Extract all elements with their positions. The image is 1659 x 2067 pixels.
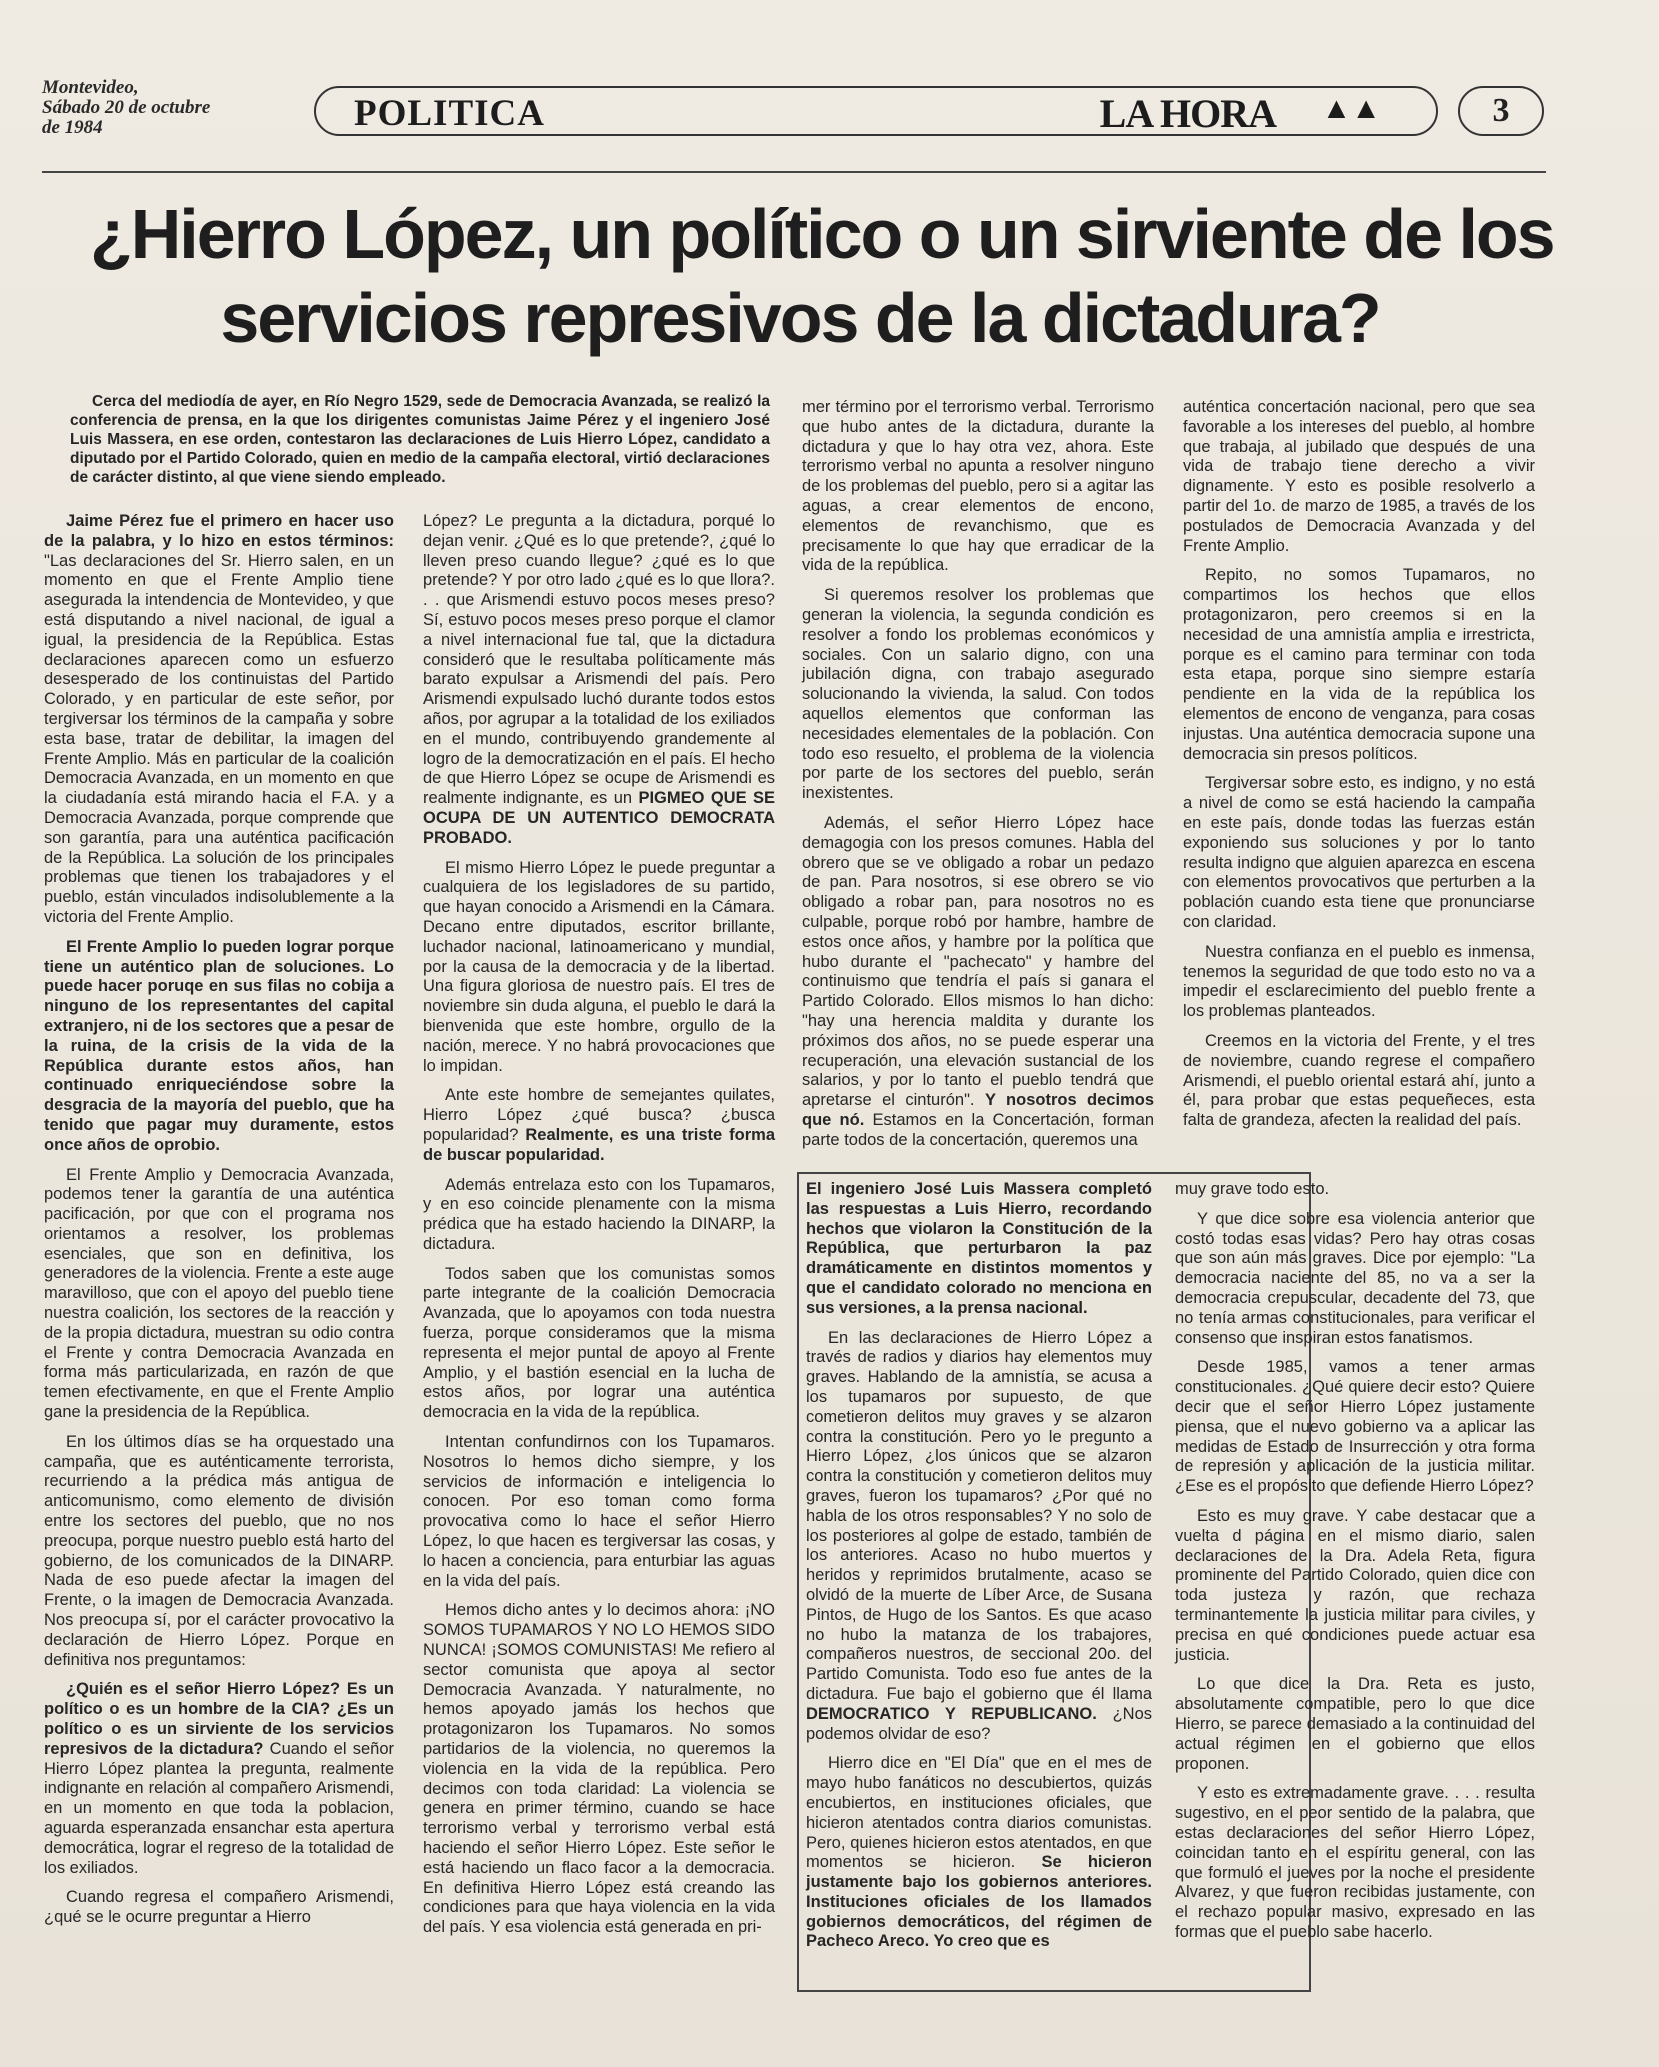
box-paragraph-1 — [806, 1329, 1152, 1745]
lead-text: Cerca del mediodía de ayer, en Río Negro 1529, sede de Democracia Avanzada, se realizó la conferencia de prensa, en la que los dirigentes comunistas Jaime Pérez y el ingeniero José Luis Massera, en ese orden, contestaron las declaraciones de Luis Hierro López, candidato a diputado por el Partido Colorado, quien en medio de la campaña electoral, virtió declaraciones de carácter distinto, al que viene siendo empleado. — [70, 393, 770, 486]
column-2 — [423, 512, 775, 1948]
col1-paragraph-1 — [44, 512, 394, 928]
col1-paragraph-5 — [44, 1680, 394, 1878]
headline — [90, 192, 1554, 360]
section-name: POLITICA — [354, 93, 545, 134]
col2-p3-text: Ante este hombre de semejantes quilates, Hierro López ¿qué busca? ¿busca popularidad? — [423, 1086, 775, 1144]
col1-p1-lead: Jaime Pérez fue el primero en hacer uso de la palabra, y lo hizo en estos términos: — [44, 512, 394, 550]
newspaper-logo: LA HORA — [1099, 91, 1276, 136]
col1-p5-question: ¿Quién es el señor Hierro López? Es un político o es un hombre de la CIA? ¿Es un político o es un sirviente de los servicios represivos de la dictadura? — [44, 1680, 394, 1758]
dateline-year: de 1984 — [42, 117, 103, 138]
col4-paragraph-2: Repito, no somos Tupamaros, no compartimos los hechos que ellos protagonizaron, pero creemos si en la necesidad de una amnistía amplia e irrestricta, porque es el camino para terminar con toda esta etapa, porque sino siempre estaría pendiente en la vida de la república los elementos de encono de venganza, para cosas injustas. Una auténtica democracia supone una democracia sin presos políticos. — [1183, 566, 1535, 763]
dateline-city: Montevideo, — [42, 77, 139, 98]
dateline-day: Sábado 20 de octubre — [42, 97, 211, 118]
column-3 — [802, 398, 1154, 1160]
col2-p1-bold: PIGMEO QUE SE OCUPA DE UN AUTENTICO DEMOCRATA PROBADO. — [423, 789, 775, 847]
box-paragraph-2 — [806, 1754, 1152, 1952]
box-paragraph-6: Esto es muy grave. Y cabe destacar que a vuelta d página en el mismo diario, salen declaraciones de la Dra. Adela Reta, figura prominente del Partido Colorado, quien dice con toda justeza y razón, que rechaza terminantemente la justicia militar para civiles, y precisa en qué condiciones puede actuar esa justicia. — [1175, 1506, 1535, 1664]
col1-paragraph-3: El Frente Amplio y Democracia Avanzada, podemos tener la garantía de una auténtica pacificación, por que con el programa nos orientamos a resolver, los problemas esenciales, que son en definitiva, los generadores de la violencia. Frente a este auge maravilloso, que con el apoyo del pueblo tiene nuestra coalición, los sectores de la reacción y de la propia dictadura, muestran su odio contra el Frente y contra Democracia Avanzada en forma más particularizada, en razón de que temen efectivamente, en que el Frente Amplio gane la presidencia de la República. — [44, 1165, 394, 1422]
box-paragraph-7: Lo que dice la Dra. Reta es justo, absolutamente compatible, pero lo que dice Hierro, se parece demasiado a la continuidad del actual régimen en el gobierno que ellos proponen. — [1175, 1675, 1535, 1773]
box-p1-text: En las declaraciones de Hierro López a través de radios y diarios hay elementos muy graves. Hablando de la amnistía, se acusa a los tupamaros por supuesto, de que cometieron delitos muy graves y se alzaron contra la constitución. Pero yo le pregunto a Hierro López, ¿los únicos que se alzaron contra la constitución y cometieron delitos muy graves, fueron los tupamaros? ¿Por qué no habla de los otros responsables? Y no solo de los posteriores al golpe de estado, también de los anteriores. Acaso no hubo muertos y heridos y reprimidos brutalmente, acaso se olvidó de la muerte de Líber Arce, de Susana Pintos, de Hugo de los Santos. Es que acaso no hubo la matanza de los trabajores, compañeros nuestros, de seccional 20o. del Partido Comunista. Todo eso fue antes de la dictadura. Fue bajo el gobierno que él llama — [806, 1328, 1152, 1703]
box-p2-text: Hierro dice en "El Día" que en el mes de mayo hubo fanáticos no descubiertos, quizás encubiertos, en instituciones oficiales, que hicieron atentados contra diarios comunistas. Pero, quienes hicieron estos atentados, en que momentos se hicieron. — [806, 1754, 1152, 1872]
masthead — [42, 78, 1542, 148]
col2-paragraph-1 — [423, 512, 775, 849]
box-paragraph-8: Y esto es extremadamente grave. . . . resulta sugestivo, en el peor sentido de la palabra, que estas declaraciones del señor Hierro López, coincidan tanto en el espíritu general, con las que formuló el jueves por la noche el presidente Alvarez, y que fueron recibidas justamente, con el rechazo popular masivo, expresado en las formas que el pueblo sabe hacerlo. — [1175, 1784, 1535, 1941]
box-column-2 — [1175, 1180, 1535, 1953]
box-column-1 — [806, 1180, 1152, 1962]
col3-p3-bold: Y nosotros decimos que nó. — [802, 1091, 1154, 1129]
box-intro: El ingeniero José Luis Massera completó las respuestas a Luis Hierro, recordando hechos que violaron la Constitución de la República, que perturbaron la paz dramáticamente en distintos momentos y que el candidato colorado no menciona en sus versiones, a la prensa nacional. — [806, 1180, 1152, 1317]
col1-p5-rest: Cuando el señor Hierro López plantea la pregunta, realmente indignante en relación al compañero Arismendi, en un momento en que toda la poblacion, aguarda esperanzada ensanchar esta apertura democrática, lograr el regreso de la totalidad de los exiliados. — [44, 1739, 394, 1877]
col3-p3-end: Estamos en la Concertación, forman parte todos de la concertación, queremos una — [802, 1110, 1154, 1149]
headline-line-1: ¿Hierro López, un político o un sirviente de los — [90, 195, 1554, 273]
col2-p1-text: López? Le pregunta a la dictadura, porqué lo dejan venir. ¿Qué es lo que pretende?, ¿qué lo lleven preso cuando llegue? ¿qué es lo que pretende? Y por otro lado ¿qué es lo que llora?. . . que Arismendi estuvo pocos meses preso? Sí, estuvo pocos meses preso porque el clamor a nivel internacional fue tal, que la dictadura consideró que le resultaba políticamente más barato expulsar a Arismendi del país. Pero Arismendi expulsado luchó durante todos estos años, por agrupar a la totalidad de los exiliados en el mundo, contribuyendo grandemente al logro de la democratización en el país. El hecho de que Hierro López se ocupe de Arismendi es realmente indignante, es un — [423, 512, 775, 808]
col3-paragraph-3 — [802, 814, 1154, 1151]
box-paragraph-5: Desde 1985, vamos a tener armas constitucionales. ¿Qué quiere decir esto? Quiere decir que el señor Hierro López justamente piensa, que el nuevo gobierno va a aplicar las medidas de Estado de Insurrección y otra forma de represión y aplicación de la justicia militar. ¿Ese es el propósito que defiende Hierro López? — [1175, 1358, 1535, 1496]
col2-p3-bold: Realmente, es una triste forma de buscar popularidad. — [423, 1125, 776, 1164]
header-rule — [42, 171, 1546, 173]
arrows-icon: ▲▲ — [1321, 92, 1381, 125]
dateline — [42, 78, 282, 138]
col1-paragraph-4: En los últimos días se ha orquestado una campaña, que es auténticamente terrorista, recurriendo a la prédica más antigua de anticomunismo, como elemento de división entre los sectores del pueblo, que no nos preocupa, porque nuestro pueblo está harto del gobierno, de los comunicados de la DINARP. Nada de eso puede afectar la imagen del Frente, o la imagen de Democracia Avanzada. Nos preocupa sí, por el carácter provocativo la declaración de Hierro López. Porque en definitiva nos preguntamos: — [44, 1432, 394, 1669]
col4-paragraph-4: Nuestra confianza en el pueblo es inmensa, tenemos la seguridad de que todo esto no va a impedir el esclarecimiento del pueblo frente a los problemas planteados. — [1183, 942, 1535, 1021]
box-p2-bold: Se hicieron justamente bajo los gobiernos anteriores. Instituciones oficiales de los llamados gobiernos democráticos, del régimen de Pacheco Areco. Yo creo que es — [806, 1853, 1152, 1951]
col2-paragraph-4: Además entrelaza esto con los Tupamaros, y en eso coincide plenamente con la misma prédica que ha estado haciendo la DINARP, la dictadura. — [423, 1175, 775, 1253]
box-paragraph-3: muy grave todo esto. — [1175, 1180, 1330, 1198]
lead-paragraph — [70, 392, 770, 497]
col2-paragraph-3 — [423, 1086, 775, 1165]
col2-paragraph-6: Intentan confundirnos con los Tupamaros. Nosotros lo hemos dicho siempre, y los servicios de información e inteligencia lo conocen. Por eso toman como forma provocativa como lo hace el señor Hierro López, lo que hacen es tergiversar las cosas, y lo hacen a conciencia, para enturbiar las aguas en la vida del país. — [423, 1433, 775, 1590]
col1-paragraph-2: El Frente Amplio lo pueden lograr porque tiene un auténtico plan de soluciones. Lo puede hacer poruqe en sus filas no cobija a ninguno de los representantes del capital extranjero, ni de los sectores que a pesar de la ruina, de la crisis de la vida de la República durante estos años, han continuado enriqueciéndose sobre la desgracia de la mayoría del pueblo, que ha tenido que pagar muy duramente, estos once años de oprobio. — [44, 937, 394, 1154]
column-4 — [1183, 398, 1535, 1141]
section-banner — [314, 86, 1438, 136]
box-paragraph-4: Y que dice sobre esa violencia anterior que costó todas esas vidas? Pero hay otras cosas que son aún más graves. Dice por ejemplo: "La democracia naciente del 85, no va a ser la democracia crepuscular, decadente del 73, que no tenía armas constitucionales, para verificar el consenso que inspiran estos fanatismos. — [1175, 1209, 1535, 1347]
box-p1-bold: DEMOCRATICO Y REPUBLICANO. — [806, 1704, 1097, 1723]
headline-line-2: servicios represivos de la dictadura? — [220, 279, 1380, 357]
col1-p1-rest: "Las declaraciones del Sr. Hierro salen, en un momento en que el Frente Amplio tiene asegurada la intendencia de Montevideo, y que está disputando a nivel nacional, de igual a igual, la presidencia de la República. Estas declaraciones aparecen como un esfuerzo desesperado de los continuistas del Partido Colorado, y en particular de este señor, por tergiversar los términos de la campaña y sobre esta base, tratar de debilitar, la imagen del Frente Amplio. Más en particular de la coalición Democracia Avanzada, en un momento en que la ciudadanía está mirando hacia el F.A. y a Democracia Avanzada, porque comprende que son garantía, para una auténtica pacificación de la República. La solución de los principales problemas que tienen los trabajadores y el pueblo, están vinculados indisolublemente a la victoria del Frente Amplio. — [44, 551, 394, 926]
col1-paragraph-6: Cuando regresa el compañero Arismendi, ¿qué se le ocurre preguntar a Hierro — [44, 1888, 394, 1927]
col4-paragraph-1: auténtica concertación nacional, pero que sea favorable a los intereses del pueblo, al hombre que trabaja, al jubilado que después de una vida de trabajo tiene derecho a vivir dignamente. Y esto es posible resolverlo a partir del 1o. de marzo de 1985, a través de los postulados de Democracia Avanzada y del Frente Amplio. — [1183, 398, 1535, 555]
page-number: 3 — [1458, 86, 1544, 136]
col3-p3-text: Además, el señor Hierro López hace demagogia con los presos comunes. Habla del obrero que se ve obligado a robar un pedazo de pan. Para nosotros, si ese obrero se vio obligado a robar pan, para nosotros no es culpable, porque robó por hambre, hambre de estos once años, y hambre por la política que hubo durante el "pachecato" y hambre del continuismo que tendría el país si ganara el Partido Colorado. Ellos mismos lo han dicho: "hay una herencia maldita y durante los próximos dos años, no se puede esperar una recuperación, una elevación sustancial de los salarios, y por lo tanto el pueblo tendrá que apretarse el cinturón". — [802, 813, 1154, 1110]
column-1 — [44, 512, 394, 1938]
col3-paragraph-2: Si queremos resolver los problemas que generan la violencia, la segunda condición es resolver a fondo los problemas económicos y sociales. Con un salario digno, con una jubilación digna, con trabajo asegurado solucionando la vivienda, la salud. Con todos aquellos elementos que conforman las necesidades elementales de la población. Con todo eso resuelto, el problema de la violencia por parte de los sectores del pueblo, serán inexistentes. — [802, 586, 1154, 803]
box-p1-end: ¿Nos podemos olvidar de eso? — [806, 1704, 1152, 1743]
col2-paragraph-7: Hemos dicho antes y lo decimos ahora: ¡NO SOMOS TUPAMAROS Y NO LO HEMOS SIDO NUNCA! ¡SOMOS COMUNISTAS! Me refiero al sector comunista que apoya al sector Democracia Avanzada. Y naturalmente, no hemos apoyado jamás los hechos que protagonizaron los Tupamaros. No somos partidarios de la violencia, no queremos la violencia en la vida de la república. Pero decimos con toda claridad: La violencia se genera en primer término, cuando se hace terrorismo verbal y terrorismo verbal está haciendo el señor Hierro López. Este señor le está haciendo un flaco facor a la democracia. En definitiva Hierro López está creando las condiciones para que haya violencia en la vida del país. Y esa violencia está generada en pri- — [423, 1601, 775, 1937]
col4-paragraph-3: Tergiversar sobre esto, es indigno, y no está a nivel de como se está haciendo la campaña en este país, donde todas las fuerzas están exponiendo sus soluciones y por lo tanto resulta indigno que alguien aparezca en escena con elementos provocativos que perturben a la población cuando esta tiene que pronunciarse con claridad. — [1183, 774, 1535, 931]
col2-paragraph-5: Todos saben que los comunistas somos parte integrante de la coalición Democracia Avanzada, que lo apoyamos con toda nuestra fuerza, porque consideramos que la misma representa el mejor puntal de apoyo al Frente Amplio, y el bastión esencial en la lucha de estos años, por lograr una auténtica democracia en la vida de la república. — [423, 1264, 775, 1422]
col3-paragraph-1: mer término por el terrorismo verbal. Terrorismo que hubo antes de la dictadura, durante la dictadura y que lo hay otra vez, ahora. Este terrorismo verbal no apunta a resolver ninguno de los problemas del pueblo, pero si a agitar las aguas, a crear elementos de encono, elementos de revanchismo, que es precisamente lo que hay que erradicar de la vida de la república. — [802, 398, 1154, 575]
col2-paragraph-2: El mismo Hierro López le puede preguntar a cualquiera de los legisladores de su partido, que hayan conocido a Arismendi en la Cámara. Decano entre diputados, escritor brillante, luchador nacional, latinoamericano y mundial, por la causa de la democracia y de la libertad. Una figura gloriosa de nuestro país. El tres de noviembre sin duda alguna, el pueblo le dará la bienvenida que este hombre, orgullo de la nación, merece. Y no habrá provocaciones que lo impidan. — [423, 858, 775, 1075]
col4-paragraph-5: Creemos en la victoria del Frente, y el tres de noviembre, cuando regrese el compañero Arismendi, el pueblo oriental estará ahí, junto a él, para probar que estas pequeñeces, esta falta de grandeza, afecten la realidad del país. — [1183, 1031, 1535, 1130]
